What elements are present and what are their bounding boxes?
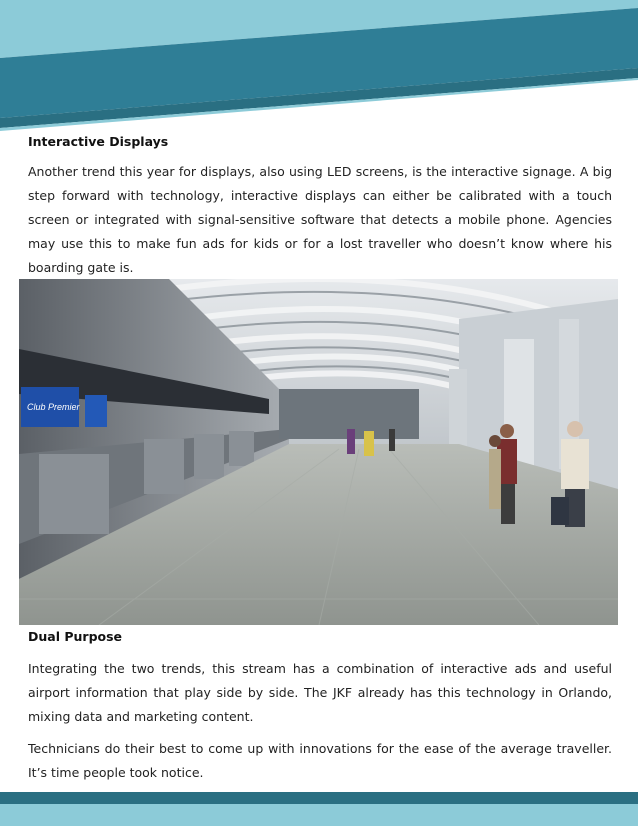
header-banner [0, 0, 638, 135]
footer-banner [0, 792, 638, 826]
footer-dark-stripe [0, 792, 638, 804]
club-premier-sign: Club Premier [27, 402, 80, 412]
section-heading-interactive-displays: Interactive Displays [28, 134, 169, 149]
paragraph-dual-purpose-1: Integrating the two trends, this stream has a combination of interactive ads and useful airport information that play side by side. The JKF already has this technology in Orlando, mixing data and marketing content. [28, 661, 612, 724]
airport-terminal-photo [19, 279, 618, 625]
paragraph-interactive-displays: Another trend this year for displays, also using LED screens, is the interactive signage. A big step forward with technology, interactive displays can either be calibrated with a touch screen or integrated with signal-sensitive software that detects a mobile phone. Agencies may use this to make fun ads for kids or for a lost traveller who doesn’t know where his boarding gate is. [28, 164, 612, 275]
section-heading-dual-purpose: Dual Purpose [28, 629, 123, 644]
paragraph-dual-purpose-2: Technicians do their best to come up with innovations for the ease of the average traveller. It’s time people took notice. [28, 741, 612, 780]
footer-light-stripe [0, 804, 638, 826]
